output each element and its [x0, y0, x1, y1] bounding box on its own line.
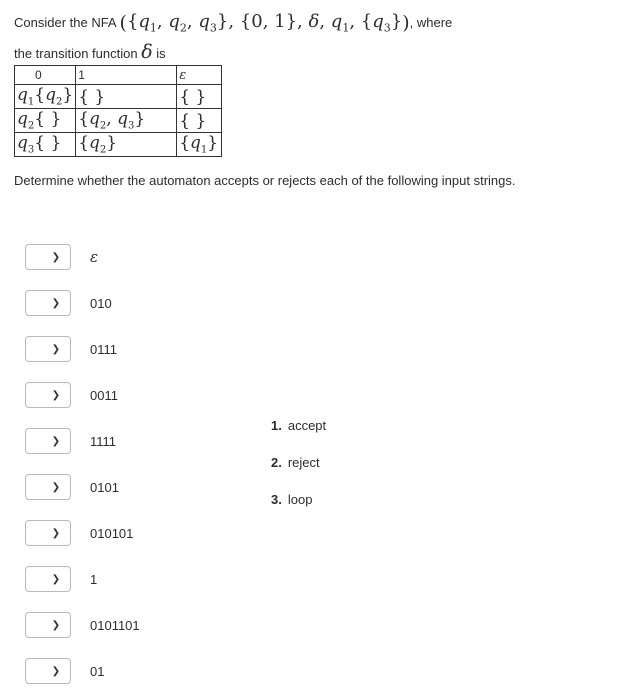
table-header-cell: 0	[15, 66, 76, 85]
table-cell-state-on0: $q_1\{q_2\}$	[15, 85, 76, 109]
intro-where: , where	[409, 15, 453, 30]
chevron-down-icon: ❯	[51, 481, 61, 493]
nfa-tuple: ({$q_1$, $q_2$, $q_3$}, {0, 1}, δ, $q_1$, $\{q_3\}$)	[119, 11, 410, 35]
table-header-cell: 1	[76, 66, 177, 85]
table-cell-eps: { }	[177, 109, 222, 133]
table-cell-state-on0: $q_2${ }	[15, 109, 76, 133]
chevron-down-icon: ❯	[51, 619, 61, 631]
answer-dropdown[interactable]	[25, 244, 71, 270]
table-cell-eps: { }	[177, 85, 222, 109]
intro-line2: the transition function	[14, 46, 138, 62]
chevron-down-icon: ❯	[51, 665, 61, 677]
table-cell-eps: $\{q_1\}$	[177, 133, 222, 157]
question-row	[25, 657, 104, 685]
answer-dropdown[interactable]	[25, 658, 71, 684]
question-row	[25, 565, 97, 593]
chevron-down-icon: ❯	[51, 573, 61, 585]
answer-dropdown[interactable]	[25, 336, 71, 362]
table-cell-state-on0: $q_3${ }	[15, 133, 76, 157]
table-cell-on1: { }	[76, 85, 177, 109]
question-label: 0101101	[90, 617, 140, 633]
chevron-down-icon: ❯	[51, 343, 61, 355]
table-row	[15, 133, 222, 157]
chevron-down-icon: ❯	[51, 389, 61, 401]
answer-dropdown[interactable]	[25, 520, 71, 546]
transition-table	[14, 65, 222, 157]
question-row	[25, 289, 112, 317]
question-label: 0111	[90, 341, 117, 357]
intro-is: is	[156, 46, 166, 62]
table-header-cell: ε	[177, 66, 222, 85]
table-header-row	[15, 66, 222, 85]
chevron-down-icon: ❯	[51, 297, 61, 309]
question-row	[25, 381, 118, 409]
answer-dropdown[interactable]	[25, 290, 71, 316]
question-label: ε	[90, 248, 99, 266]
answer-dropdown[interactable]	[25, 566, 71, 592]
chevron-down-icon: ❯	[51, 251, 61, 263]
table-cell-on1: {$q_2$, $q_3$}	[76, 109, 177, 133]
answer-option: 2. reject	[271, 455, 320, 470]
answer-dropdown[interactable]	[25, 428, 71, 454]
question-label: 1111	[90, 433, 117, 449]
intro-prefix: Consider the NFA	[14, 15, 116, 30]
question-row	[25, 335, 117, 363]
question-row	[25, 473, 119, 501]
table-row	[15, 109, 222, 133]
table-cell-on1: $\{q_2\}$	[76, 133, 177, 157]
chevron-down-icon: ❯	[51, 527, 61, 539]
answer-dropdown[interactable]	[25, 474, 71, 500]
answer-options-list	[271, 418, 326, 529]
question-row	[25, 427, 116, 455]
question-label: 01	[90, 663, 105, 679]
question-label: 010	[90, 295, 112, 311]
instruction-text: Determine whether the automaton accepts or rejects each of the following input strings.	[14, 173, 516, 188]
question-row	[25, 519, 133, 547]
question-row	[25, 611, 140, 639]
table-row	[15, 85, 222, 109]
answer-option: 3. loop	[271, 492, 313, 507]
question-label: 0101	[90, 479, 119, 495]
question-label: 0011	[90, 387, 118, 403]
answer-option: 1. accept	[271, 418, 327, 433]
answer-dropdown[interactable]	[25, 382, 71, 408]
answer-dropdown[interactable]	[25, 612, 71, 638]
question-label: 010101	[90, 525, 134, 541]
problem-intro	[14, 8, 614, 68]
question-row	[25, 243, 98, 271]
chevron-down-icon: ❯	[51, 435, 61, 447]
question-label: 1	[90, 571, 98, 587]
delta-symbol: δ	[141, 41, 153, 64]
